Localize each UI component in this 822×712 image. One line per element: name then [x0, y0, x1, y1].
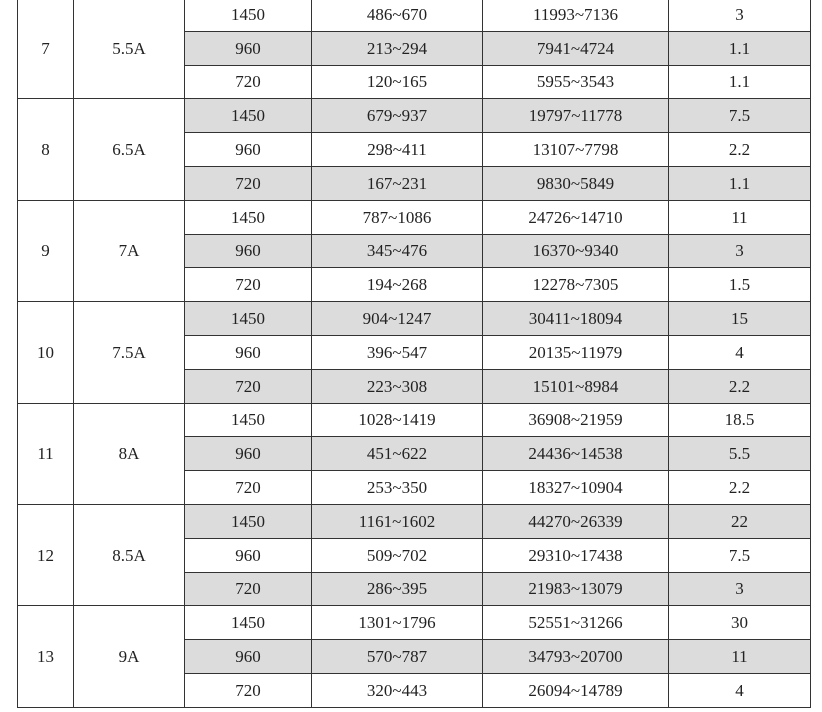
table-row	[18, 200, 811, 234]
table-row	[18, 504, 811, 538]
flow-cell: 345~476	[312, 234, 483, 268]
speed-cell: 960	[185, 640, 312, 674]
flow-cell: 298~411	[312, 133, 483, 167]
speed-cell: 1450	[185, 99, 312, 133]
flow-cell: 509~702	[312, 538, 483, 572]
power-cell: 1.1	[669, 31, 811, 65]
speed-cell: 1450	[185, 200, 312, 234]
pressure-cell: 36908~21959	[483, 403, 669, 437]
flow-cell: 1161~1602	[312, 504, 483, 538]
model-cell: 6.5A	[74, 99, 185, 200]
pressure-cell: 20135~11979	[483, 335, 669, 369]
flow-cell: 194~268	[312, 268, 483, 302]
flow-cell: 320~443	[312, 673, 483, 707]
pressure-cell: 12278~7305	[483, 268, 669, 302]
power-cell: 4	[669, 335, 811, 369]
speed-cell: 720	[185, 673, 312, 707]
pressure-cell: 24436~14538	[483, 437, 669, 471]
flow-cell: 213~294	[312, 31, 483, 65]
speed-cell: 1450	[185, 302, 312, 336]
power-cell: 5.5	[669, 437, 811, 471]
flow-cell: 1301~1796	[312, 606, 483, 640]
power-cell: 2.2	[669, 133, 811, 167]
power-cell: 15	[669, 302, 811, 336]
pressure-cell: 30411~18094	[483, 302, 669, 336]
power-cell: 7.5	[669, 538, 811, 572]
model-cell: 7.5A	[74, 302, 185, 403]
speed-cell: 720	[185, 65, 312, 99]
item-number-cell: 10	[18, 302, 74, 403]
pressure-cell: 44270~26339	[483, 504, 669, 538]
power-cell: 3	[669, 0, 811, 31]
flow-cell: 904~1247	[312, 302, 483, 336]
table-row	[18, 302, 811, 336]
speed-cell: 720	[185, 369, 312, 403]
item-number-cell: 9	[18, 200, 74, 301]
flow-cell: 451~622	[312, 437, 483, 471]
model-cell: 8.5A	[74, 504, 185, 605]
flow-cell: 223~308	[312, 369, 483, 403]
pressure-cell: 26094~14789	[483, 673, 669, 707]
item-number-cell: 13	[18, 606, 74, 707]
flow-cell: 396~547	[312, 335, 483, 369]
item-number-cell: 11	[18, 403, 74, 504]
model-cell: 8A	[74, 403, 185, 504]
speed-cell: 960	[185, 437, 312, 471]
pressure-cell: 9830~5849	[483, 166, 669, 200]
speed-cell: 1450	[185, 606, 312, 640]
model-cell: 7A	[74, 200, 185, 301]
power-cell: 2.2	[669, 471, 811, 505]
flow-cell: 253~350	[312, 471, 483, 505]
spec-table-body	[18, 0, 811, 707]
power-cell: 18.5	[669, 403, 811, 437]
power-cell: 1.5	[669, 268, 811, 302]
table-row	[18, 403, 811, 437]
table-row	[18, 606, 811, 640]
pressure-cell: 21983~13079	[483, 572, 669, 606]
pressure-cell: 18327~10904	[483, 471, 669, 505]
item-number-cell: 8	[18, 99, 74, 200]
pressure-cell: 34793~20700	[483, 640, 669, 674]
speed-cell: 960	[185, 133, 312, 167]
pressure-cell: 29310~17438	[483, 538, 669, 572]
power-cell: 11	[669, 200, 811, 234]
flow-cell: 570~787	[312, 640, 483, 674]
flow-cell: 1028~1419	[312, 403, 483, 437]
pressure-cell: 19797~11778	[483, 99, 669, 133]
item-number-cell: 12	[18, 504, 74, 605]
power-cell: 30	[669, 606, 811, 640]
pressure-cell: 7941~4724	[483, 31, 669, 65]
flow-cell: 679~937	[312, 99, 483, 133]
table-row	[18, 0, 811, 31]
item-number-cell: 7	[18, 0, 74, 99]
pressure-cell: 24726~14710	[483, 200, 669, 234]
speed-cell: 1450	[185, 0, 312, 31]
speed-cell: 960	[185, 538, 312, 572]
fan-spec-table	[17, 0, 811, 708]
power-cell: 7.5	[669, 99, 811, 133]
power-cell: 4	[669, 673, 811, 707]
power-cell: 3	[669, 572, 811, 606]
flow-cell: 167~231	[312, 166, 483, 200]
speed-cell: 1450	[185, 403, 312, 437]
pressure-cell: 15101~8984	[483, 369, 669, 403]
pressure-cell: 11993~7136	[483, 0, 669, 31]
speed-cell: 720	[185, 268, 312, 302]
flow-cell: 286~395	[312, 572, 483, 606]
power-cell: 1.1	[669, 65, 811, 99]
table-row	[18, 99, 811, 133]
speed-cell: 960	[185, 335, 312, 369]
pressure-cell: 52551~31266	[483, 606, 669, 640]
power-cell: 1.1	[669, 166, 811, 200]
power-cell: 3	[669, 234, 811, 268]
speed-cell: 960	[185, 31, 312, 65]
speed-cell: 720	[185, 572, 312, 606]
pressure-cell: 13107~7798	[483, 133, 669, 167]
power-cell: 11	[669, 640, 811, 674]
pressure-cell: 5955~3543	[483, 65, 669, 99]
flow-cell: 787~1086	[312, 200, 483, 234]
model-cell: 5.5A	[74, 0, 185, 99]
model-cell: 9A	[74, 606, 185, 707]
speed-cell: 960	[185, 234, 312, 268]
speed-cell: 1450	[185, 504, 312, 538]
power-cell: 2.2	[669, 369, 811, 403]
flow-cell: 120~165	[312, 65, 483, 99]
power-cell: 22	[669, 504, 811, 538]
speed-cell: 720	[185, 471, 312, 505]
flow-cell: 486~670	[312, 0, 483, 31]
speed-cell: 720	[185, 166, 312, 200]
pressure-cell: 16370~9340	[483, 234, 669, 268]
